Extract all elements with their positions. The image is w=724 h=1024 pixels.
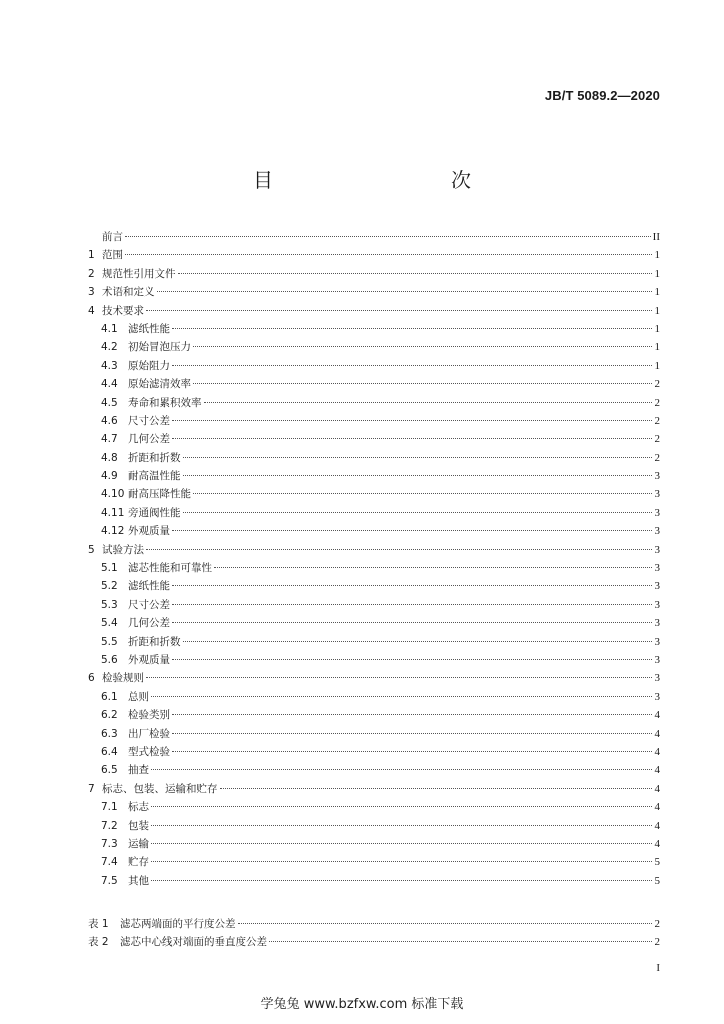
- toc-entry[interactable]: [88, 669, 660, 687]
- toc-entry-page: 3: [654, 488, 660, 501]
- toc-entry-page: 2: [654, 433, 660, 446]
- toc-entry-number: 5.2: [101, 580, 118, 593]
- toc-entry-number: 6.3: [101, 727, 118, 740]
- toc-entry-number: 6.2: [101, 709, 118, 722]
- toc-entry[interactable]: [88, 933, 660, 951]
- toc-entry[interactable]: [88, 706, 660, 724]
- toc-entry-label: 标志: [128, 801, 149, 814]
- toc-entry-page: 4: [654, 782, 660, 795]
- toc-entry-number: 4.6: [101, 414, 118, 427]
- toc-entry-label: 滤纸性能: [128, 580, 170, 593]
- toc-entry-number: 5.3: [101, 598, 118, 611]
- toc-entry[interactable]: [88, 412, 660, 430]
- dot-leader: [238, 923, 653, 924]
- toc-entry-page: 1: [654, 341, 660, 354]
- dot-leader: [172, 659, 652, 660]
- toc-entry-page: II: [652, 231, 660, 243]
- dot-leader: [146, 677, 652, 678]
- toc-entry-number: 5.4: [101, 617, 118, 630]
- toc-entry-label: 包装: [128, 819, 149, 832]
- toc-entry[interactable]: [88, 485, 660, 503]
- toc-entry-label: 检验规则: [102, 672, 144, 685]
- toc-entry[interactable]: [88, 780, 660, 798]
- toc-entry-page: 3: [654, 543, 660, 556]
- toc-entry-number: 7: [88, 782, 95, 795]
- toc-entry-page: 3: [654, 635, 660, 648]
- toc-entry[interactable]: [88, 651, 660, 669]
- toc-entry-label: 原始阻力: [128, 359, 170, 372]
- toc-entry[interactable]: [88, 798, 660, 816]
- dot-leader: [178, 273, 653, 274]
- toc-entry[interactable]: [88, 283, 660, 301]
- toc-entry-label: 初始冒泡压力: [128, 341, 191, 354]
- dot-leader: [151, 825, 652, 826]
- dot-leader: [183, 512, 653, 513]
- toc-entry-number: 5: [88, 543, 95, 556]
- toc-entry[interactable]: [88, 394, 660, 412]
- toc-entry[interactable]: [88, 541, 660, 559]
- toc-entry[interactable]: [88, 449, 660, 467]
- toc-entry-number: 4.2: [101, 341, 118, 354]
- toc-entry-number: 7.1: [101, 801, 118, 814]
- toc-entry-label: 滤芯中心线对端面的垂直度公差: [120, 936, 267, 949]
- toc-entry-page: 5: [654, 856, 660, 869]
- dot-leader: [151, 806, 652, 807]
- toc-entry-label: 贮存: [128, 856, 149, 869]
- toc-entry-page: 2: [654, 396, 660, 409]
- toc-entry-page: 2: [654, 918, 660, 930]
- toc-entry-number: 6: [88, 672, 95, 685]
- toc-entry-number: 4.5: [101, 396, 118, 409]
- dot-leader: [183, 641, 653, 642]
- toc-entry-label: 外观质量: [128, 653, 170, 666]
- toc-entry-page: 2: [654, 414, 660, 427]
- toc-entry-label: 折距和折数: [128, 451, 181, 464]
- toc-entry-label: 范围: [102, 249, 123, 262]
- toc-entry-label: 总则: [128, 690, 149, 703]
- toc-entry-page: 4: [654, 727, 660, 740]
- toc-entry-number: 6.4: [101, 745, 118, 758]
- toc-entry-label: 出厂检验: [128, 727, 170, 740]
- toc-entry-page: 3: [654, 470, 660, 483]
- toc-entry-page: 3: [654, 672, 660, 685]
- toc-entry-number: 7.2: [101, 819, 118, 832]
- toc-entry-page: 4: [654, 764, 660, 777]
- toc-entry[interactable]: [88, 633, 660, 651]
- toc-entry[interactable]: [88, 743, 660, 761]
- toc-entry-label: 型式检验: [128, 745, 170, 758]
- toc-entry[interactable]: [88, 357, 660, 375]
- toc-entry-label: 几何公差: [128, 617, 170, 630]
- toc-entry-page: 1: [654, 322, 660, 335]
- toc-entry-label: 检验类别: [128, 709, 170, 722]
- toc-entry-label: 原始滤清效率: [128, 378, 191, 391]
- list-of-tables: [88, 915, 660, 952]
- dot-leader: [172, 733, 652, 734]
- toc-entry-number: 2: [88, 267, 95, 280]
- dot-leader: [151, 843, 652, 844]
- toc-entry[interactable]: [88, 853, 660, 871]
- toc-entry-number: 4.1: [101, 322, 118, 335]
- toc-entry-label: 滤芯性能和可靠性: [128, 562, 212, 575]
- toc-entry[interactable]: [88, 467, 660, 485]
- dot-leader: [125, 236, 651, 237]
- toc-entry-label: 耐高压降性能: [128, 488, 191, 501]
- dot-leader: [193, 383, 652, 384]
- dot-leader: [172, 420, 652, 421]
- toc-entry-label: 尺寸公差: [128, 414, 170, 427]
- toc-entry-number: 4.12: [101, 525, 125, 538]
- toc-entry[interactable]: [88, 835, 660, 853]
- dot-leader: [183, 475, 653, 476]
- toc-entry[interactable]: [88, 522, 660, 540]
- dot-leader: [183, 457, 653, 458]
- toc-entry[interactable]: [88, 596, 660, 614]
- toc-entry[interactable]: [88, 817, 660, 835]
- page-number: I: [656, 962, 660, 974]
- toc-entry-number: 4.4: [101, 378, 118, 391]
- toc-entry-label: 标志、包装、运输和贮存: [102, 782, 218, 795]
- dot-leader: [269, 941, 652, 942]
- toc-entry-label: 技术要求: [102, 304, 144, 317]
- toc-entry[interactable]: [88, 504, 660, 522]
- toc-entry-label: 其他: [128, 874, 149, 887]
- dot-leader: [151, 696, 652, 697]
- toc-entry-label: 滤纸性能: [128, 322, 170, 335]
- toc-entry-number: 4.3: [101, 359, 118, 372]
- toc-entry-label: 前言: [102, 231, 123, 243]
- toc-entry-label: 尺寸公差: [128, 598, 170, 611]
- toc-entry-page: 3: [654, 525, 660, 538]
- toc-entry-number: 7.3: [101, 837, 118, 850]
- toc-entry-page: 1: [654, 286, 660, 299]
- toc-entry-page: 4: [654, 709, 660, 722]
- toc-entry-page: 3: [654, 580, 660, 593]
- toc-entry-number: 4.7: [101, 433, 118, 446]
- toc-entry-number: 5.5: [101, 635, 118, 648]
- toc-entry[interactable]: [88, 577, 660, 595]
- toc-entry-page: 1: [654, 249, 660, 262]
- toc-entry[interactable]: [88, 559, 660, 577]
- toc-entry-page: 4: [654, 819, 660, 832]
- toc-entry-page: 3: [654, 506, 660, 519]
- toc-entry-page: 2: [654, 451, 660, 464]
- dot-leader: [193, 346, 652, 347]
- dot-leader: [172, 328, 652, 329]
- toc-entry-label: 抽查: [128, 764, 149, 777]
- dot-leader: [172, 585, 652, 586]
- toc-entry-label: 旁通阀性能: [128, 506, 181, 519]
- toc-entry-label: 术语和定义: [102, 286, 155, 299]
- toc-entry-number: 5.1: [101, 562, 118, 575]
- toc-entry-number: 4.11: [101, 506, 125, 519]
- dot-leader: [220, 788, 653, 789]
- toc-entry[interactable]: [88, 228, 660, 246]
- toc-entry-label: 寿命和累积效率: [128, 396, 202, 409]
- toc-entry-page: 5: [654, 874, 660, 887]
- toc-entry[interactable]: [88, 246, 660, 264]
- dot-leader: [172, 604, 652, 605]
- dot-leader: [172, 438, 652, 439]
- toc-entry[interactable]: [88, 688, 660, 706]
- toc-entry-page: 1: [654, 359, 660, 372]
- toc-entry-page: 2: [654, 378, 660, 391]
- toc-entry-number: 4.10: [101, 488, 125, 501]
- dot-leader: [172, 365, 652, 366]
- toc-entry-page: 1: [654, 267, 660, 280]
- toc-entry-label: 耐高温性能: [128, 470, 181, 483]
- toc-entry[interactable]: [88, 375, 660, 393]
- toc-entry-page: 3: [654, 690, 660, 703]
- toc-entry-page: 1: [654, 304, 660, 317]
- toc-entry[interactable]: [88, 761, 660, 779]
- toc-entry-number: 7.5: [101, 874, 118, 887]
- toc-entry-label: 外观质量: [128, 525, 170, 538]
- toc-entry[interactable]: [88, 265, 660, 283]
- toc-entry-page: 3: [654, 598, 660, 611]
- toc-entry-number: 5.6: [101, 653, 118, 666]
- toc-entry-number: 4: [88, 304, 95, 317]
- dot-leader: [146, 310, 652, 311]
- dot-leader: [146, 549, 652, 550]
- toc-entry-page: 3: [654, 562, 660, 575]
- toc-entry-page: 4: [654, 801, 660, 814]
- toc-entry-page: 3: [654, 617, 660, 630]
- toc-entry-number: 7.4: [101, 856, 118, 869]
- toc-entry-number: 表 2: [88, 936, 109, 949]
- toc-entry[interactable]: [88, 302, 660, 320]
- dot-leader: [125, 254, 652, 255]
- toc-entry-number: 3: [88, 286, 95, 299]
- toc-entry-number: 4.8: [101, 451, 118, 464]
- toc-entry-number: 表 1: [88, 918, 109, 930]
- page-title: 目 次: [253, 168, 517, 192]
- dot-leader: [214, 567, 652, 568]
- toc-entry-label: 滤芯两端面的平行度公差: [120, 918, 236, 930]
- toc-entry[interactable]: [88, 320, 660, 338]
- dot-leader: [172, 622, 652, 623]
- toc-entry-page: 2: [654, 936, 660, 949]
- table-of-contents: [88, 228, 660, 890]
- toc-entry-number: 6.5: [101, 764, 118, 777]
- toc-entry-number: 6.1: [101, 690, 118, 703]
- toc-entry-number: 1: [88, 249, 95, 262]
- toc-entry-number: 4.9: [101, 470, 118, 483]
- dot-leader: [151, 769, 652, 770]
- toc-entry[interactable]: [88, 338, 660, 356]
- toc-entry[interactable]: [88, 430, 660, 448]
- toc-entry[interactable]: [88, 872, 660, 890]
- toc-entry-page: 4: [654, 745, 660, 758]
- toc-entry-page: 4: [654, 837, 660, 850]
- dot-leader: [172, 530, 652, 531]
- dot-leader: [157, 291, 653, 292]
- dot-leader: [172, 714, 652, 715]
- toc-entry[interactable]: [88, 915, 660, 933]
- toc-entry-label: 运输: [128, 837, 149, 850]
- document-code: JB/T 5089.2—2020: [544, 88, 660, 103]
- dot-leader: [193, 493, 652, 494]
- dot-leader: [172, 751, 652, 752]
- toc-entry-label: 规范性引用文件: [102, 267, 176, 280]
- dot-leader: [151, 880, 652, 881]
- toc-entry[interactable]: [88, 725, 660, 743]
- toc-entry-label: 折距和折数: [128, 635, 181, 648]
- toc-entry[interactable]: [88, 614, 660, 632]
- watermark-text: 学兔兔 www.bzfxw.com 标准下载: [260, 997, 464, 1012]
- toc-entry-label: 几何公差: [128, 433, 170, 446]
- dot-leader: [204, 402, 653, 403]
- dot-leader: [151, 861, 652, 862]
- toc-entry-label: 试验方法: [102, 543, 144, 556]
- toc-entry-page: 3: [654, 653, 660, 666]
